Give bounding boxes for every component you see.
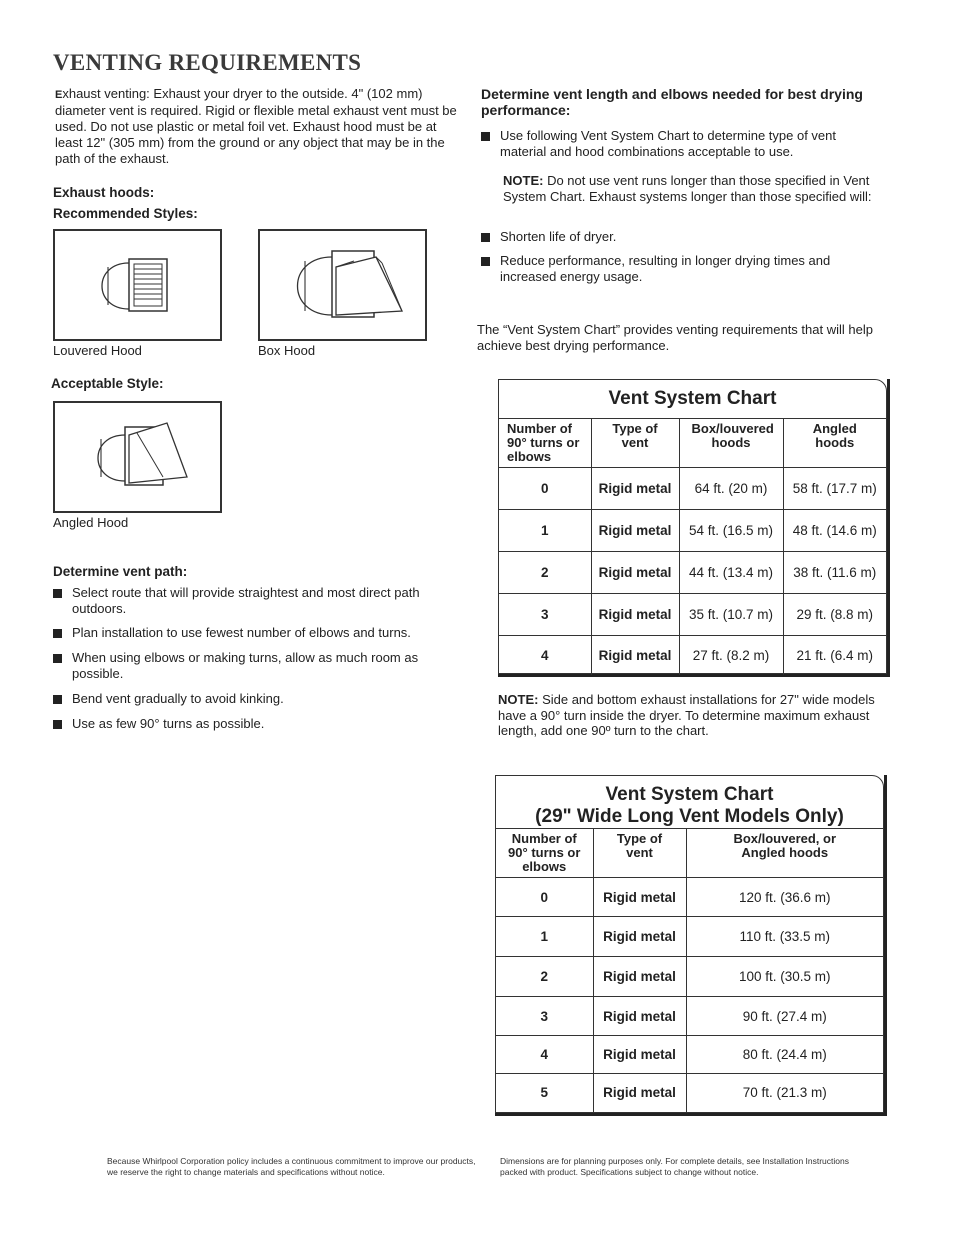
table-cell: Rigid metal bbox=[593, 1074, 686, 1112]
table-cell: 21 ft. (6.4 m) bbox=[783, 636, 886, 675]
footer-right: Dimensions are for planning purposes only. For complete details, see Installation Instructions packed with product. Specifications subject to change without notice. bbox=[500, 1156, 849, 1177]
vent-length-heading: Determine vent length and elbows needed for best drying performance: bbox=[481, 86, 863, 118]
vent-run-note bbox=[503, 173, 873, 204]
note-text: Do not use vent runs longer than those specified in Vent System Chart. Exhaust systems longer than those specified will: bbox=[503, 173, 872, 204]
list-item: Use following Vent System Chart to determine type of vent material and hood combinations acceptable to use. bbox=[481, 128, 881, 160]
vent-path-list bbox=[53, 585, 453, 732]
table-row bbox=[499, 552, 886, 594]
table-cell: Rigid metal bbox=[591, 636, 679, 675]
column-header: Angled hoods bbox=[783, 419, 886, 468]
table-cell: Rigid metal bbox=[591, 510, 679, 552]
box-hood-icon bbox=[260, 231, 425, 339]
vent-length-list bbox=[481, 128, 881, 160]
table-cell: 29 ft. (8.8 m) bbox=[783, 594, 886, 636]
table-cell: 5 bbox=[496, 1074, 593, 1112]
table-cell: Rigid metal bbox=[593, 1036, 686, 1074]
table-cell: 64 ft. (20 m) bbox=[679, 468, 783, 510]
chart-title-line: Vent System Chart bbox=[605, 784, 774, 805]
vent-system-chart bbox=[498, 379, 890, 677]
table-row bbox=[496, 1074, 883, 1112]
table-cell: 2 bbox=[499, 552, 591, 594]
table-row bbox=[499, 636, 886, 675]
table-cell: 35 ft. (10.7 m) bbox=[679, 594, 783, 636]
table-cell: Rigid metal bbox=[593, 917, 686, 957]
consequences-list bbox=[481, 229, 881, 285]
list-item: When using elbows or making turns, allow as much room as possible. bbox=[53, 650, 453, 682]
table-cell: 3 bbox=[499, 594, 591, 636]
chart-title: Vent System Chart bbox=[608, 388, 777, 409]
table-row bbox=[499, 468, 886, 510]
chart-title-line: (29" Wide Long Vent Models Only) bbox=[535, 806, 844, 827]
louvered-hood-icon bbox=[55, 231, 220, 339]
table-header-row bbox=[499, 419, 886, 468]
chart-note-text: Side and bottom exhaust installations for 27" wide models have a 90° turn inside the dryer. To determine maximum exhaust length, add one 90º turn to the chart. bbox=[498, 692, 875, 738]
table-cell: 0 bbox=[496, 878, 593, 917]
table-cell: Rigid metal bbox=[591, 552, 679, 594]
angled-hood-caption: Angled Hood bbox=[53, 515, 129, 530]
column-header: Number of 90° turns or elbows bbox=[499, 419, 591, 468]
table-cell: 90 ft. (27.4 m) bbox=[686, 997, 883, 1036]
long-vent-chart-table bbox=[496, 828, 883, 1112]
table-cell: 38 ft. (11.6 m) bbox=[783, 552, 886, 594]
vent-chart-table bbox=[499, 418, 886, 675]
chart-note bbox=[498, 692, 883, 739]
acceptable-style-heading: Acceptable Style: bbox=[51, 376, 164, 391]
table-cell: 0 bbox=[499, 468, 591, 510]
table-cell: 80 ft. (24.4 m) bbox=[686, 1036, 883, 1074]
intro-text: xhaust venting: Exhaust your dryer to the outside. 4" (102 mm) diameter vent is required. Rigid or flexible metal exhaust vent must be used. Do not use plastic or metal foil vet. Exhaust hood must be at least 12" (305 mm) from the ground or any object that may be in the path of the exhaust. bbox=[55, 86, 457, 166]
louvered-hood-image bbox=[53, 229, 222, 341]
table-cell: 120 ft. (36.6 m) bbox=[686, 878, 883, 917]
vent-path-heading: Determine vent path: bbox=[53, 564, 188, 579]
table-cell: 4 bbox=[499, 636, 591, 675]
table-cell: 1 bbox=[496, 917, 593, 957]
table-cell: 54 ft. (16.5 m) bbox=[679, 510, 783, 552]
table-cell: 27 ft. (8.2 m) bbox=[679, 636, 783, 675]
long-vent-system-chart bbox=[495, 775, 887, 1116]
table-row bbox=[496, 997, 883, 1036]
louvered-hood-caption: Louvered Hood bbox=[53, 343, 142, 358]
table-cell: 2 bbox=[496, 957, 593, 997]
table-cell: 110 ft. (33.5 m) bbox=[686, 917, 883, 957]
column-header: Box/louvered, or Angled hoods bbox=[686, 829, 883, 878]
table-cell: 1 bbox=[499, 510, 591, 552]
table-row bbox=[496, 1036, 883, 1074]
list-item: Reduce performance, resulting in longer drying times and increased energy usage. bbox=[481, 253, 881, 285]
exhaust-hoods-heading: Exhaust hoods: bbox=[53, 185, 155, 200]
table-header-row bbox=[496, 829, 883, 878]
recommended-styles-heading: Recommended Styles: bbox=[53, 206, 198, 221]
table-row bbox=[499, 510, 886, 552]
list-item: Shorten life of dryer. bbox=[481, 229, 881, 245]
table-cell: 44 ft. (13.4 m) bbox=[679, 552, 783, 594]
list-item: Use as few 90° turns as possible. bbox=[53, 716, 453, 732]
table-cell: Rigid metal bbox=[591, 468, 679, 510]
table-cell: 4 bbox=[496, 1036, 593, 1074]
table-cell: Rigid metal bbox=[593, 997, 686, 1036]
table-row bbox=[496, 917, 883, 957]
column-header: Type of vent bbox=[593, 829, 686, 878]
chart-title bbox=[496, 776, 883, 828]
table-row bbox=[496, 957, 883, 997]
table-cell: 100 ft. (30.5 m) bbox=[686, 957, 883, 997]
table-cell: 3 bbox=[496, 997, 593, 1036]
table-cell: 48 ft. (14.6 m) bbox=[783, 510, 886, 552]
table-cell: 70 ft. (21.3 m) bbox=[686, 1074, 883, 1112]
table-row bbox=[496, 878, 883, 917]
list-item: Bend vent gradually to avoid kinking. bbox=[53, 691, 453, 707]
note-label: NOTE: bbox=[503, 173, 544, 188]
angled-hood-icon bbox=[55, 403, 220, 511]
page-title: VENTING REQUIREMENTS bbox=[53, 50, 362, 75]
angled-hood-image bbox=[53, 401, 222, 513]
chart-note-label: NOTE: bbox=[498, 692, 539, 707]
table-cell: Rigid metal bbox=[593, 957, 686, 997]
intro-paragraph bbox=[55, 86, 465, 167]
chart-intro: The “Vent System Chart” provides venting requirements that will help achieve best drying performance. bbox=[477, 322, 873, 353]
column-header: Type of vent bbox=[591, 419, 679, 468]
table-cell: Rigid metal bbox=[591, 594, 679, 636]
table-row bbox=[499, 594, 886, 636]
box-hood-image bbox=[258, 229, 427, 341]
table-cell: 58 ft. (17.7 m) bbox=[783, 468, 886, 510]
list-item: Plan installation to use fewest number of elbows and turns. bbox=[53, 625, 453, 641]
column-header: Number of 90° turns or elbows bbox=[496, 829, 593, 878]
box-hood-caption: Box Hood bbox=[258, 343, 316, 358]
list-item: Select route that will provide straightest and most direct path outdoors. bbox=[53, 585, 453, 617]
footer-left: Because Whirlpool Corporation policy includes a continuous commitment to improve our products, we reserve the right to change materials and specifications without notice. bbox=[107, 1156, 476, 1177]
column-header: Box/louvered hoods bbox=[679, 419, 783, 468]
intro-first-letter: E bbox=[55, 89, 63, 101]
table-cell: Rigid metal bbox=[593, 878, 686, 917]
